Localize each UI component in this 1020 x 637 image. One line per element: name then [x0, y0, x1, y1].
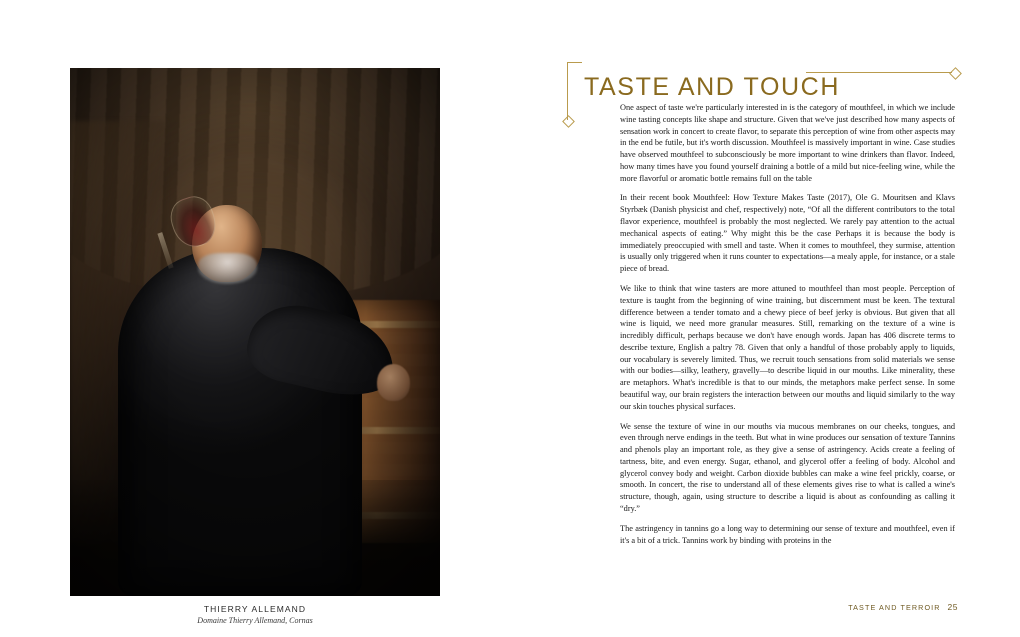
- photo-caption: [70, 604, 440, 626]
- footer-section-label: TASTE AND TERROIR: [848, 602, 941, 612]
- paragraph: One aspect of taste we're particularly interested in is the category of mouthfeel, in which we include wine tasting concepts like shape and structure. Given that we've just described how many aspects of sensation work in concert to create flavor, to separate this perception of wine from other aspects may in the end be futile, but it's worth discussion. Mouthfeel is massively important in wine. Case studies have observed mouthfeel to subconsciously be more important to wine drinkers than flavor. Indeed, how many times have you found yourself draining a bottle of a mild but nice-feeling wine, while the more flavorful or aromatic bottle remains full on the table: [620, 103, 955, 183]
- footer-page-number: 25: [947, 602, 958, 612]
- caption-subtitle: Domaine Thierry Allemand, Cornas: [197, 615, 313, 625]
- page-footer: [848, 602, 958, 612]
- caption-name: THIERRY ALLEMAND: [203, 604, 307, 614]
- right-page: [510, 0, 1020, 637]
- paragraph: We sense the texture of wine in our mouths via mucous membranes on our cheeks, tongues, and even through nerve endings in the teeth. But what in wine produces our sensation of texture Tannins and phenols play an important role, as they give a sense of astringency. Acids create a feeling of tartness, bite, and even energy. Sugar, ethanol, and glycerol offer a feeling of body. Alcohol and glycerol convey body and weight. Carbon dioxide bubbles can make a wine feel prickly, coarse, or smooth. In concert, the rise to understand all of these elements gives rise to what is called a wine's structure, though, again, using structure to describe a liquid is about as confounding as calling it “dry.”: [620, 421, 955, 513]
- page-title: TASTE AND TOUCH: [584, 72, 840, 101]
- paragraph: We like to think that wine tasters are more attuned to mouthfeel than most people. Perception of texture is taught from the beginning of wine training, but discernment must be keen. The textural difference between a tender tomato and a chewy piece of beef jerky is obvious. But given that all wine is liquid, we need more granular measures. Still, remarking on the texture of a wine is incredibly difficult, perhaps because we don't have enough words. Japan has 406 discrete terms to describe texture, English a paltry 78. Given that only a handful of those probably apply to liquids, our vocabulary is severely limited. Thus, we recruit touch sensations from solid materials we sense with our bodies—silky, leathery, gravelly—to describe liquid in our mouths. Like minerality, these are metaphors. What's incredible is that to our minds, the metaphors make perfect sense. In some beautiful way, our brain registers the interaction between our mouths and liquid similarly to the way our skin touches physical surfaces.: [620, 283, 955, 411]
- paragraph: The astringency in tannins go a long way to determining our sense of texture and mouthfeel, even if it's a bit of a trick. Tannins work by binding with proteins in the: [620, 523, 955, 545]
- cellar-photograph: [70, 68, 440, 596]
- title-rule-vertical: [567, 62, 568, 120]
- paragraph: In their recent book Mouthfeel: How Texture Makes Taste (2017), Ole G. Mouritsen and Klavs Styrbæk (Danish physicist and chef, respectively) note, “Of all the different contributors to the total flavor experience, mouthfeel is probably the most neglected. We rarely pay attention to the actual mechanical aspects of eating.” Why might this be the case Perhaps it is because the body is immediately preoccupied with smell and taste. When it comes to mouthfeel, they surmise, attention is usually only triggered when it runs counter to expectations—a mealy apple, for instance, or a stale piece of bread.: [620, 193, 955, 274]
- title-rule-horizontal-left: [567, 62, 582, 63]
- diamond-ornament-left-icon: [562, 115, 575, 128]
- body-text-column: [620, 102, 955, 546]
- diamond-ornament-right-icon: [949, 67, 962, 80]
- person-torso: [118, 248, 362, 596]
- person-hand: [377, 364, 410, 401]
